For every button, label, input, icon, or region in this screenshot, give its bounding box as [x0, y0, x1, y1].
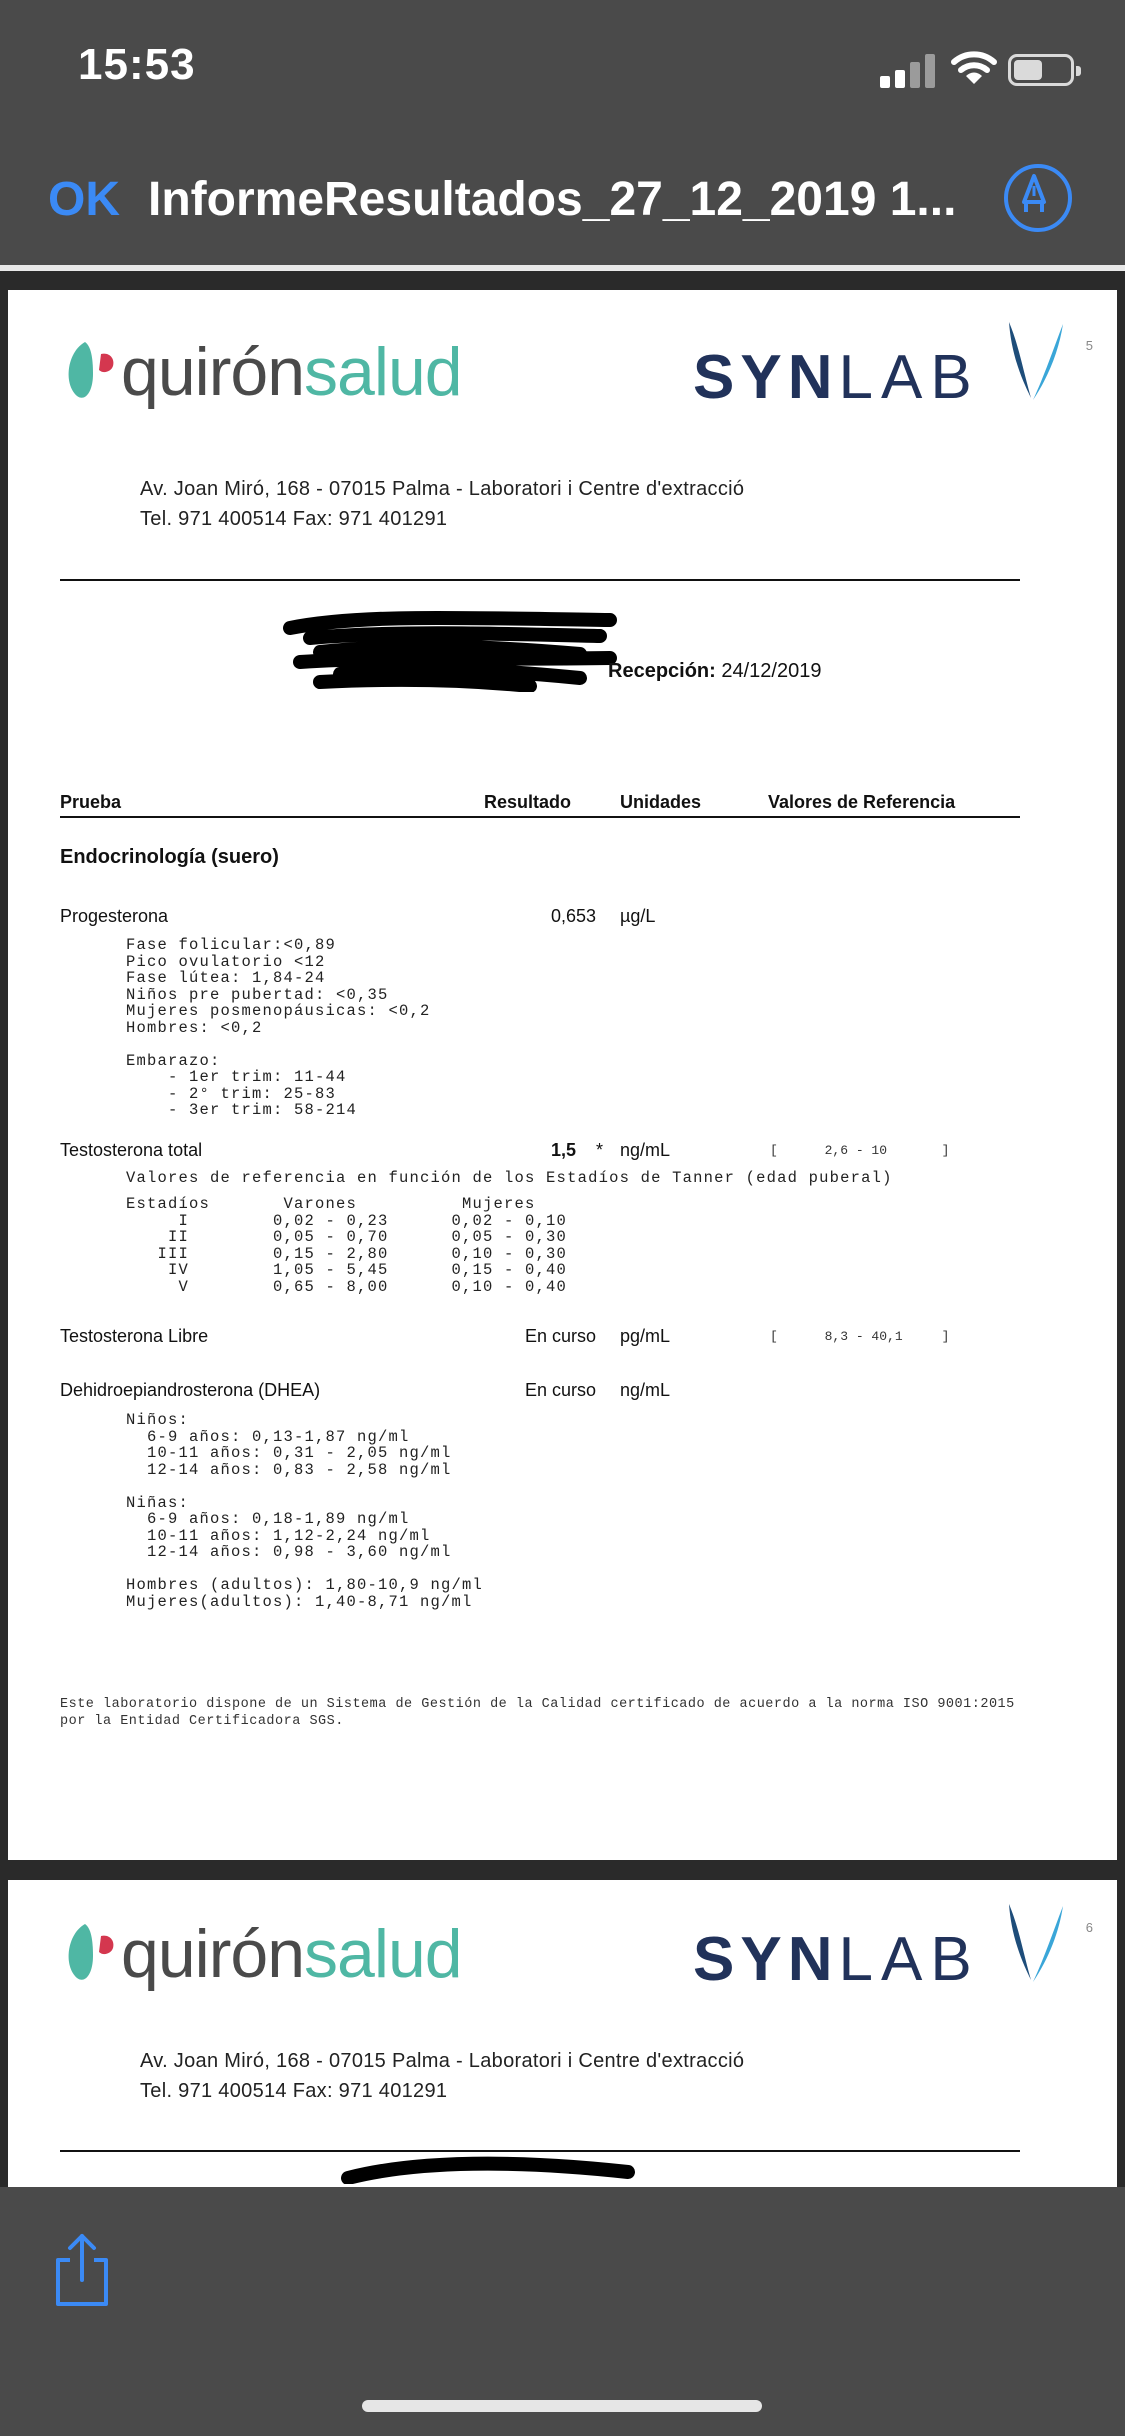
- col-header-test: Prueba: [60, 792, 122, 812]
- test-name: Testosterona Libre: [60, 1326, 209, 1346]
- reception-date: 24/12/2019: [721, 660, 822, 682]
- test-reference: [ 2,6 - 10 ]: [770, 1143, 950, 1158]
- logo-salud-text: salud: [304, 1916, 462, 1992]
- header-rule: [60, 579, 1020, 581]
- page-number: 5: [1085, 338, 1093, 353]
- test-units: pg/mL: [620, 1326, 671, 1346]
- lab-address: Av. Joan Miró, 168 - 07015 Palma - Laboratori i Centre d'extracció: [140, 478, 745, 500]
- lab-address: Av. Joan Miró, 168 - 07015 Palma - Laboratori i Centre d'extracció: [140, 2050, 745, 2072]
- logo-lab-text: LAB: [838, 343, 980, 412]
- tanner-title: Valores de referencia en función de los Estadíos de Tanner (edad puberal): [126, 1169, 893, 1187]
- ok-button[interactable]: OK: [48, 173, 120, 226]
- header-rule: [60, 2150, 1020, 2152]
- status-bar: [0, 0, 1125, 140]
- redaction-scribble: [280, 608, 620, 692]
- wifi-icon: [950, 48, 998, 86]
- quironsalud-logo: [63, 1910, 462, 2000]
- synlab-leaf-icon: [1001, 320, 1071, 410]
- abnormal-flag: *: [596, 1140, 604, 1160]
- table-header-rule: [60, 816, 1020, 818]
- col-header-reference: Valores de Referencia: [768, 792, 956, 812]
- cellular-signal-icon: [880, 52, 936, 88]
- reception-label: Recepción:: [608, 660, 716, 682]
- tanner-table: Estadíos Varones Mujeres I 0,02 - 0,23 0,02 - 0,10 II 0,05 - 0,70 0,05 - 0,30 III 0,15 - 2,80 0,10 - 0,30 IV 1,05 - 5,45 0,15 - 0,40 V 0,65 - 8,00 0,10 - 0,40: [126, 1195, 568, 1296]
- logo-syn-text: SYN: [693, 343, 839, 412]
- pdf-page-6: [8, 1880, 1117, 2187]
- share-icon[interactable]: [50, 2232, 114, 2308]
- navigation-bar: [0, 140, 1125, 270]
- test-result: 1,5: [550, 1140, 576, 1160]
- reception-info: [608, 660, 821, 683]
- test-reference: [ 8,3 - 40,1 ]: [770, 1329, 950, 1344]
- logo-syn-text: SYN: [693, 1925, 839, 1994]
- test-name: Progesterona: [60, 906, 169, 926]
- col-header-units: Unidades: [620, 792, 702, 812]
- battery-icon: [1008, 54, 1074, 86]
- quality-footer: Este laboratorio dispone de un Sistema de Gestión de la Calidad certificado de acuerdo a la norma ISO 9001:2015 por la Entidad Certificadora SGS.: [60, 1697, 1015, 1729]
- synlab-logo: [693, 310, 1073, 420]
- pdf-viewer[interactable]: [0, 265, 1125, 2187]
- test-units: ng/mL: [620, 1380, 671, 1400]
- logo-quiron-text: quirón: [121, 1916, 305, 1992]
- col-header-result: Resultado: [484, 792, 572, 812]
- section-title: Endocrinología (suero): [60, 846, 279, 868]
- test-units: µg/L: [620, 906, 656, 926]
- test-result: 0,653: [550, 906, 596, 926]
- synlab-leaf-icon: [1001, 1902, 1071, 1992]
- dhea-reference-notes: Niños: 6-9 años: 0,13-1,87 ng/ml 10-11 años: 0,31 - 2,05 ng/ml 12-14 años: 0,83 - 2,58 ng/ml Niñas: 6-9 años: 0,18-1,89 ng/ml 10-11 años: 1,12-2,24 ng/ml 12-14 años: 0,98 - 3,60 ng/ml Hombres (adultos): 1,80-10,9 ng/ml Mujeres(adultos): 1,40-8,71 ng/ml: [126, 1411, 484, 1611]
- test-result: En curso: [524, 1380, 596, 1400]
- lab-phone: Tel. 971 400514 Fax: 971 401291: [140, 508, 448, 530]
- logo-quiron-text: quirón: [121, 334, 305, 410]
- test-units: ng/mL: [620, 1140, 671, 1160]
- synlab-logo: [693, 1892, 1073, 2002]
- home-indicator[interactable]: [362, 2400, 762, 2412]
- status-time: 15:53: [78, 40, 196, 89]
- test-result: En curso: [524, 1326, 596, 1346]
- pdf-page-5: [8, 290, 1117, 1860]
- logo-salud-text: salud: [304, 334, 462, 410]
- document-title: InformeResultados_27_12_2019 1...: [148, 173, 957, 226]
- markup-pen-icon[interactable]: [1004, 164, 1072, 232]
- logo-lab-text: LAB: [838, 1925, 980, 1994]
- bottom-toolbar: [0, 2187, 1125, 2436]
- test-name: Dehidroepiandrosterona (DHEA): [60, 1380, 321, 1400]
- page-divider: [0, 265, 1125, 271]
- test-name: Testosterona total: [60, 1140, 203, 1160]
- quironsalud-logo: [63, 328, 462, 418]
- progesterona-reference-notes: Fase folicular:<0,89 Pico ovulatorio <12 Fase lútea: 1,84-24 Niños pre pubertad: <0,35 Mujeres posmenopáusicas: <0,2 Hombres: <0,2 Embarazo: - 1er trim: 11-44 - 2° trim: 25-83 - 3er trim: 58-214: [126, 936, 431, 1119]
- page-number: 6: [1085, 1920, 1093, 1935]
- lab-phone: Tel. 971 400514 Fax: 971 401291: [140, 2080, 448, 2102]
- redaction-scribble: [338, 2154, 638, 2184]
